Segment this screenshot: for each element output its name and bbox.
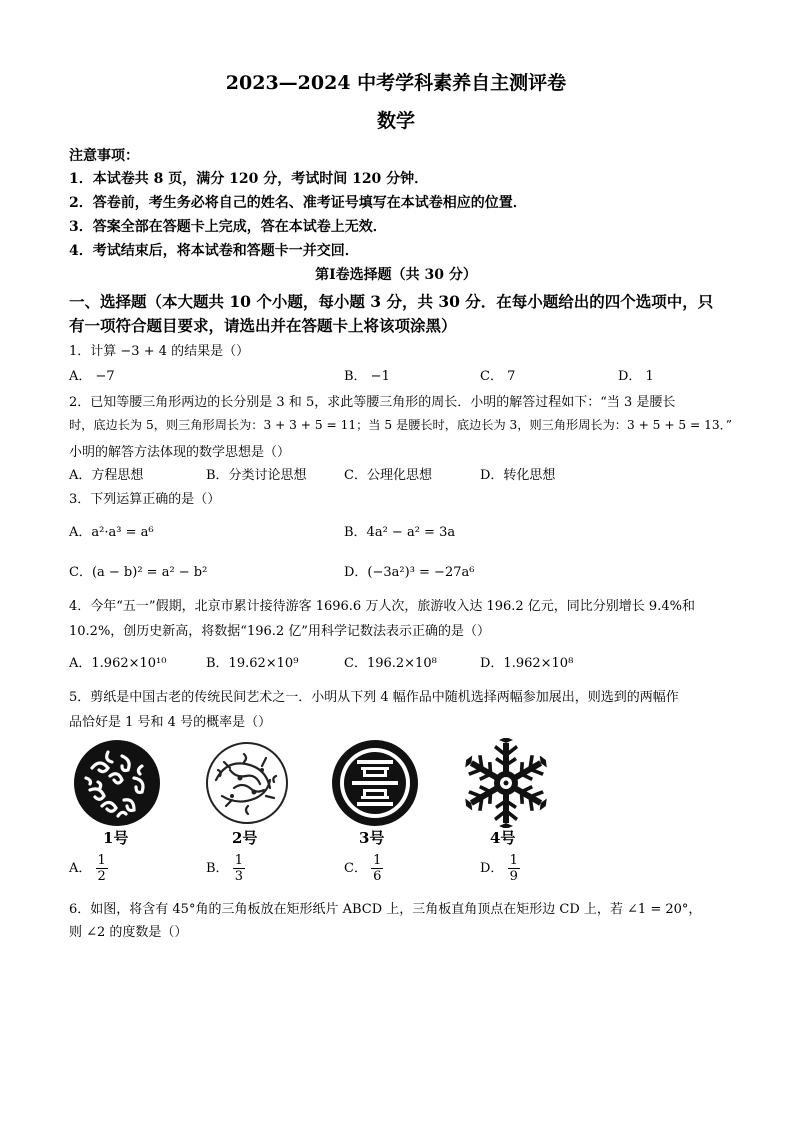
q4-option-a: A．1.962×10¹⁰ xyxy=(69,656,167,671)
q1-option-d: D． 1 xyxy=(618,369,654,384)
papercut-1-image xyxy=(72,738,162,828)
subject-title: 数学 xyxy=(376,110,415,132)
fraction xyxy=(508,853,520,884)
option-letter: C． xyxy=(344,861,367,876)
q4-line1: 4．今年“五一”假期，北京市累计接待游客 1696.6 万人次，旅游收入达 196.2 亿元，同比分别增长 9.4%和 xyxy=(69,599,695,614)
fraction xyxy=(371,853,383,884)
q3-option-d: D．(−3a²)³ = −27a⁶ xyxy=(344,565,475,580)
fraction-numerator: 1 xyxy=(373,853,382,868)
fraction xyxy=(96,853,108,884)
option-letter: D． xyxy=(480,861,504,876)
q2-line1: 2．已知等腰三角形两边的长分别是 3 和 5，求此等腰三角形的周长．小明的解答过程如下：“当 3 是腰长 xyxy=(69,395,676,410)
note-item: 1．本试卷共 8 页，满分 120 分，考试时间 120 分钟． xyxy=(69,171,429,187)
q3-stem: 3．下列运算正确的是（） xyxy=(69,492,221,507)
q4-line2: 10.2%，创历史新高，将数据“196.2 亿”用科学记数法表示正确的是（） xyxy=(69,624,490,639)
papercut-3-image xyxy=(330,738,420,828)
q2-option-b: B．分类讨论思想 xyxy=(206,468,307,483)
papercut-1-caption: 1号 xyxy=(103,829,129,847)
q5-line1: 5．剪纸是中国古老的传统民间艺术之一．小明从下列 4 幅作品中随机选择两幅参加展出，则选到的两幅作 xyxy=(69,690,679,705)
q3-option-a: A．a²·a³ = a⁶ xyxy=(69,525,154,540)
notes-heading: 注意事项： xyxy=(69,148,139,164)
q1-option-c: C． 7 xyxy=(480,369,516,384)
q3-option-b: B．4a² − a² = 3a xyxy=(344,525,456,540)
fraction-numerator: 1 xyxy=(97,853,106,868)
part-title: 第Ⅰ卷选择题（共 30 分） xyxy=(315,267,477,283)
q6-line2: 则 ∠2 的度数是（） xyxy=(69,925,188,940)
q4-option-c: C．196.2×10⁸ xyxy=(344,656,437,671)
q1-stem: 1．计算 −3 + 4 的结果是（） xyxy=(69,344,250,359)
section-heading-line1: 一、选择题（本大题共 10 个小题，每小题 3 分，共 30 分．在每小题给出的四个选项中，只 xyxy=(69,292,714,311)
q4-option-b: B．19.62×10⁹ xyxy=(206,656,299,671)
fraction xyxy=(233,853,245,884)
q5-option-c xyxy=(344,853,383,884)
q5-option-b xyxy=(206,853,245,884)
q2-line3: 小明的解答方法体现的数学思想是（） xyxy=(69,445,291,460)
fraction-numerator: 1 xyxy=(509,853,518,868)
q5-line2: 品恰好是 1 号和 4 号的概率是（） xyxy=(69,715,272,730)
note-item: 2．答卷前，考生务必将自己的姓名、准考证号填写在本试卷相应的位置． xyxy=(69,195,527,211)
fraction-denominator: 6 xyxy=(373,869,382,884)
papercut-2-caption: 2号 xyxy=(232,829,258,847)
fraction-denominator: 2 xyxy=(97,869,106,884)
q2-option-a: A．方程思想 xyxy=(69,468,144,483)
q1-option-a: A． −7 xyxy=(69,369,115,384)
fraction-denominator: 3 xyxy=(234,869,243,884)
papercut-4-snowflake-image xyxy=(461,738,551,828)
q1-option-b: B． −1 xyxy=(344,369,390,384)
q4-option-d: D．1.962×10⁸ xyxy=(480,656,574,671)
fraction-denominator: 9 xyxy=(509,869,518,884)
q5-option-a xyxy=(69,853,108,884)
papercut-4-caption: 4号 xyxy=(490,829,516,847)
q2-option-c: C．公理化思想 xyxy=(344,468,432,483)
q3-option-c: C．(a − b)² = a² − b² xyxy=(69,565,208,580)
section-heading-line2: 有一项符合题目要求，请选出并在答题卡上将该项涂黑） xyxy=(69,316,457,335)
q2-option-d: D．转化思想 xyxy=(480,468,556,483)
q2-line2: 时，底边长为 5，则三角形周长为：3 + 3 + 5 = 11；当 5 是腰长时，底边长为 3，则三角形周长为：3 + 5 + 5 = 13．” xyxy=(69,418,732,432)
fraction-numerator: 1 xyxy=(234,853,243,868)
q5-option-d xyxy=(480,853,520,884)
note-item: 4．考试结束后，将本试卷和答题卡一并交回． xyxy=(69,243,359,259)
q6-line1: 6．如图，将含有 45°角的三角板放在矩形纸片 ABCD 上，三角板直角顶点在矩形边 CD 上，若 ∠1 = 20°， xyxy=(69,902,702,917)
option-letter: A． xyxy=(69,861,92,876)
option-letter: B． xyxy=(206,861,229,876)
papercut-3-caption: 3号 xyxy=(359,829,385,847)
note-item: 3．答案全部在答题卡上完成，答在本试卷上无效． xyxy=(69,219,387,235)
exam-title: 2023—2024 中考学科素养自主测评卷 xyxy=(225,72,567,94)
papercut-2-image xyxy=(204,740,290,826)
